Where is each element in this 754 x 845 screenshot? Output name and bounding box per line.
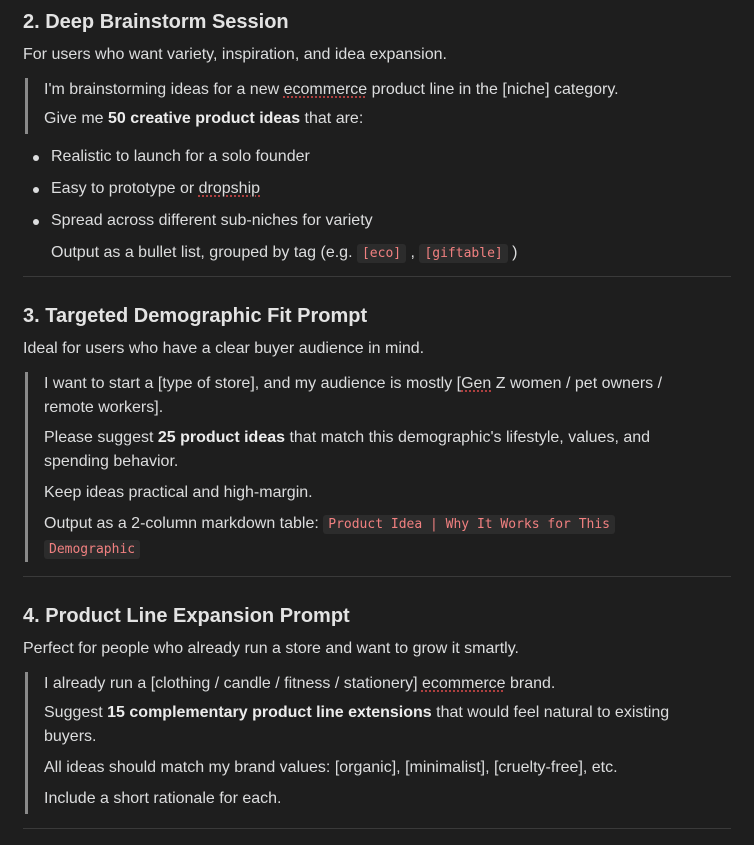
output-text: ) <box>507 244 518 261</box>
quote-text: Output as a 2-column markdown table: <box>44 515 324 532</box>
spellcheck-word[interactable]: dropship <box>198 180 261 197</box>
section-2-heading: 2. Deep Brainstorm Session <box>23 11 289 33</box>
spellcheck-word[interactable]: ecommerce <box>283 81 368 98</box>
bold-text: 15 complementary product line extensions <box>107 704 432 721</box>
quote-text: I want to start a [type of store], and my audience is mostly [ <box>44 375 462 392</box>
section-3-lead: Ideal for users who have a clear buyer audience in mind. <box>23 340 425 357</box>
section-4-heading: 4. Product Line Expansion Prompt <box>23 605 350 627</box>
quote-text: Z women / pet owners / remote workers]. <box>44 375 663 416</box>
section-3-heading: 3. Targeted Demographic Fit Prompt <box>23 305 368 327</box>
section-2-output-line <box>51 241 518 266</box>
output-text: Output as a bullet list, grouped by tag (e.g. <box>51 244 357 261</box>
bold-text: 25 product ideas <box>157 429 286 446</box>
quote-text: that are: <box>300 110 364 127</box>
quote-text: Suggest <box>44 704 108 721</box>
section-3-quote-line-3: Keep ideas practical and high-margin. <box>44 484 313 501</box>
divider <box>23 576 731 577</box>
list-item-text: Easy to prototype or <box>51 180 199 197</box>
section-3-quote <box>25 372 704 562</box>
list-item: Spread across different sub-niches for variety <box>23 209 723 233</box>
quote-text: that would feel natural to existing buyers. <box>44 704 670 745</box>
section-4-quote-line-2 <box>44 701 704 749</box>
section-4-lead: Perfect for people who already run a store and want to grow it smartly. <box>23 640 519 657</box>
inline-code: [giftable] <box>419 244 507 263</box>
section-4-quote-line-4: Include a short rationale for each. <box>44 790 282 807</box>
quote-text: product line in the [niche] category. <box>367 81 619 98</box>
section-4-quote-line-1 <box>44 672 704 696</box>
section-4-quote-line-3: All ideas should match my brand values: [organic], [minimalist], [cruelty-free], etc. <box>44 759 618 776</box>
section-3-quote-line-2 <box>44 426 704 474</box>
quote-text: I already run a [clothing / candle / fitness / stationery] <box>44 675 422 692</box>
quote-text: I'm brainstorming ideas for a new <box>44 81 284 98</box>
section-2-quote <box>25 78 684 134</box>
inline-code: Demographic <box>44 540 140 559</box>
divider <box>23 828 731 829</box>
inline-code: [eco] <box>357 244 406 263</box>
section-3-quote-line-1 <box>44 372 704 420</box>
spellcheck-word[interactable]: ecommerce <box>421 675 506 692</box>
quote-text: Give me <box>44 110 109 127</box>
output-text: , <box>406 244 420 261</box>
bold-text: 50 creative product ideas <box>108 110 301 127</box>
spellcheck-word[interactable]: Gen <box>461 375 492 392</box>
list-item <box>23 177 723 201</box>
quote-text: that match this demographic's lifestyle, values, and spending behavior. <box>44 429 651 470</box>
section-2-bullet-list <box>23 145 723 233</box>
section-2-quote-line-1 <box>44 78 684 102</box>
section-2-quote-line-2 <box>44 107 684 131</box>
section-2-lead: For users who want variety, inspiration, and idea expansion. <box>23 46 447 63</box>
quote-text: Please suggest <box>44 429 158 446</box>
section-4-quote <box>25 672 704 814</box>
section-3-quote-line-4 <box>44 512 704 562</box>
inline-code: Product Idea | Why It Works for This <box>323 515 615 534</box>
list-item: Realistic to launch for a solo founder <box>23 145 723 169</box>
divider <box>23 276 731 277</box>
quote-text: brand. <box>505 675 556 692</box>
